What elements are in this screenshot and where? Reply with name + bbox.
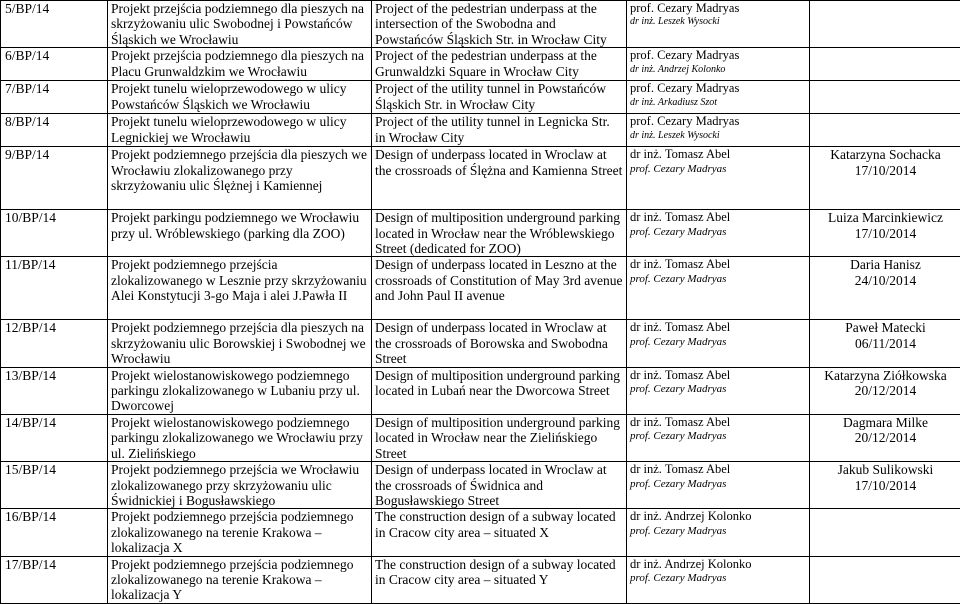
supervisor-primary: dr inż. Tomasz Abel: [630, 320, 806, 335]
supervisors: [627, 320, 810, 367]
title-pl: Projekt wielostanowiskowego podziemnego parkingu zlokalizowanego we Wrocławiu przy ul. Zielińskiego: [108, 414, 372, 461]
supervisor-secondary: dr inż. Andrzej Kolonko: [630, 64, 806, 76]
table-row: [1, 1, 960, 48]
thesis-id: 15/BP/14: [1, 462, 108, 509]
supervisors: [627, 114, 810, 147]
supervisor-primary: prof. Cezary Madryas: [630, 48, 806, 63]
title-en: Project of the utility tunnel in Legnicka Str. in Wrocław City: [372, 114, 627, 147]
table-row: [1, 81, 960, 114]
title-pl: Projekt parkingu podziemnego we Wrocławiu przy ul. Wróblewskiego (parking dla ZOO): [108, 210, 372, 257]
title-pl: Projekt podziemnego przejścia dla pieszych na skrzyżowaniu ulic Borowskiej i Swobodnej we Wrocławiu: [108, 320, 372, 367]
submission-date: 17/10/2014: [813, 478, 958, 493]
supervisor-secondary: prof. Cezary Madryas: [630, 226, 806, 238]
student-cell: [810, 414, 960, 461]
thesis-id: 17/BP/14: [1, 556, 108, 603]
supervisor-primary: prof. Cezary Madryas: [630, 114, 806, 129]
title-pl: Projekt podziemnego przejścia dla pieszych we Wrocławiu zlokalizowanego przy skrzyżowaniu ulic Ślężnej i Kamiennej: [108, 147, 372, 210]
thesis-id: 7/BP/14: [1, 81, 108, 114]
student-cell: [810, 257, 960, 320]
supervisor-primary: dr inż. Tomasz Abel: [630, 210, 806, 225]
supervisor-primary: dr inż. Tomasz Abel: [630, 462, 806, 477]
table-row: [1, 556, 960, 603]
supervisor-secondary: prof. Cezary Madryas: [630, 572, 806, 584]
supervisors: [627, 1, 810, 48]
supervisors: [627, 556, 810, 603]
student-name: Katarzyna Ziółkowska: [813, 368, 958, 383]
supervisor-primary: dr inż. Tomasz Abel: [630, 147, 806, 162]
title-pl: Projekt przejścia podziemnego dla pieszych na Placu Grunwaldzkim we Wrocławiu: [108, 48, 372, 81]
title-en: Design of underpass located in Wroclaw at the crossroads of Ślężna and Kamienna Street: [372, 147, 627, 210]
title-en: The construction design of a subway located in Cracow city area – situated X: [372, 509, 627, 556]
supervisors: [627, 48, 810, 81]
thesis-id: 5/BP/14: [1, 1, 108, 48]
title-pl: Projekt tunelu wieloprzewodowego w ulicy Powstańców Śląskich we Wrocławiu: [108, 81, 372, 114]
student-cell: [810, 320, 960, 367]
submission-date: 17/10/2014: [813, 226, 958, 241]
student-name: Katarzyna Sochacka: [813, 147, 958, 162]
thesis-id: 16/BP/14: [1, 509, 108, 556]
student-cell: [810, 367, 960, 414]
title-en: Project of the utility tunnel in Powstańców Śląskich Str. in Wrocław City: [372, 81, 627, 114]
supervisor-secondary: dr inż. Leszek Wysocki: [630, 16, 806, 28]
title-pl: Projekt przejścia podziemnego dla pieszych na skrzyżowaniu ulic Swobodnej i Powstańców Śląskich we Wrocławiu: [108, 1, 372, 48]
student-name: Dagmara Milke: [813, 415, 958, 430]
student-cell: [810, 114, 960, 147]
table-row: [1, 48, 960, 81]
title-en: The construction design of a subway located in Cracow city area – situated Y: [372, 556, 627, 603]
supervisor-secondary: dr inż. Leszek Wysocki: [630, 130, 806, 142]
table-row: [1, 210, 960, 257]
supervisors: [627, 462, 810, 509]
student-name: Paweł Matecki: [813, 320, 958, 335]
supervisor-primary: prof. Cezary Madryas: [630, 1, 806, 16]
submission-date: 06/11/2014: [813, 336, 958, 351]
submission-date: 17/10/2014: [813, 163, 958, 178]
title-en: Design of underpass located in Wroclaw at the crossroads of Świdnica and Bogusławskiego Street: [372, 462, 627, 509]
table-row: [1, 320, 960, 367]
supervisor-primary: dr inż. Andrzej Kolonko: [630, 509, 806, 524]
student-cell: [810, 81, 960, 114]
table-row: [1, 114, 960, 147]
table-row: [1, 462, 960, 509]
supervisor-secondary: prof. Cezary Madryas: [630, 163, 806, 175]
thesis-id: 10/BP/14: [1, 210, 108, 257]
thesis-id: 8/BP/14: [1, 114, 108, 147]
student-cell: [810, 462, 960, 509]
thesis-id: 12/BP/14: [1, 320, 108, 367]
table-row: [1, 509, 960, 556]
student-cell: [810, 509, 960, 556]
supervisors: [627, 367, 810, 414]
title-en: Design of underpass located in Leszno at the crossroads of Constitution of May 3rd avenue and John Paul II avenue: [372, 257, 627, 320]
table-row: [1, 367, 960, 414]
supervisor-primary: dr inż. Tomasz Abel: [630, 368, 806, 383]
student-name: Luiza Marcinkiewicz: [813, 210, 958, 225]
student-name: Jakub Sulikowski: [813, 462, 958, 477]
table-row: [1, 147, 960, 210]
supervisor-secondary: prof. Cezary Madryas: [630, 336, 806, 348]
thesis-id: 11/BP/14: [1, 257, 108, 320]
title-en: Project of the pedestrian underpass at the intersection of the Swobodna and Powstańców Śląskich Str. in Wrocław City: [372, 1, 627, 48]
title-pl: Projekt wielostanowiskowego podziemnego parkingu zlokalizowanego w Lubaniu przy ul. Dworcowej: [108, 367, 372, 414]
thesis-id: 6/BP/14: [1, 48, 108, 81]
submission-date: 24/10/2014: [813, 273, 958, 288]
supervisors: [627, 509, 810, 556]
supervisor-secondary: prof. Cezary Madryas: [630, 273, 806, 285]
title-en: Design of underpass located in Wroclaw at the crossroads of Borowska and Swobodna Street: [372, 320, 627, 367]
student-cell: [810, 1, 960, 48]
table-row: [1, 257, 960, 320]
student-cell: [810, 210, 960, 257]
supervisors: [627, 147, 810, 210]
student-cell: [810, 147, 960, 210]
title-pl: Projekt podziemnego przejścia podziemnego zlokalizowanego na terenie Krakowa – lokalizacja Y: [108, 556, 372, 603]
supervisors: [627, 257, 810, 320]
supervisor-secondary: prof. Cezary Madryas: [630, 430, 806, 442]
supervisor-primary: dr inż. Tomasz Abel: [630, 257, 806, 272]
student-name: Daria Hanisz: [813, 257, 958, 272]
supervisor-primary: prof. Cezary Madryas: [630, 81, 806, 96]
title-pl: Projekt podziemnego przejścia we Wrocławiu zlokalizowanego przy skrzyżowaniu ulic Świdnickiej i Bogusławskiego: [108, 462, 372, 509]
supervisor-secondary: prof. Cezary Madryas: [630, 478, 806, 490]
supervisor-secondary: prof. Cezary Madryas: [630, 383, 806, 395]
supervisor-secondary: dr inż. Arkadiusz Szot: [630, 97, 806, 109]
title-pl: Projekt podziemnego przejścia podziemnego zlokalizowanego na terenie Krakowa – lokalizacja X: [108, 509, 372, 556]
submission-date: 20/12/2014: [813, 430, 958, 445]
submission-date: 20/12/2014: [813, 383, 958, 398]
supervisors: [627, 81, 810, 114]
student-cell: [810, 48, 960, 81]
thesis-id: 13/BP/14: [1, 367, 108, 414]
supervisor-primary: dr inż. Tomasz Abel: [630, 415, 806, 430]
thesis-id: 9/BP/14: [1, 147, 108, 210]
title-pl: Projekt podziemnego przejścia zlokalizowanego w Lesznie przy skrzyżowaniu Alei Konstytucji 3-go Maja i alei J.Pawła II: [108, 257, 372, 320]
title-en: Design of multiposition underground parking located in Wrocław near the Zielińskiego Street: [372, 414, 627, 461]
thesis-id: 14/BP/14: [1, 414, 108, 461]
supervisor-primary: dr inż. Andrzej Kolonko: [630, 557, 806, 572]
title-en: Design of multiposition underground parking located in Lubań near the Dworcowa Street: [372, 367, 627, 414]
student-cell: [810, 556, 960, 603]
supervisors: [627, 210, 810, 257]
title-en: Design of multiposition underground parking located in Wrocław near the Wróblewskiego Street (dedicated for ZOO): [372, 210, 627, 257]
supervisor-secondary: prof. Cezary Madryas: [630, 525, 806, 537]
table-row: [1, 414, 960, 461]
supervisors: [627, 414, 810, 461]
title-en: Project of the pedestrian underpass at the Grunwaldzki Square in Wrocław City: [372, 48, 627, 81]
title-pl: Projekt tunelu wieloprzewodowego w ulicy Legnickiej we Wrocławiu: [108, 114, 372, 147]
